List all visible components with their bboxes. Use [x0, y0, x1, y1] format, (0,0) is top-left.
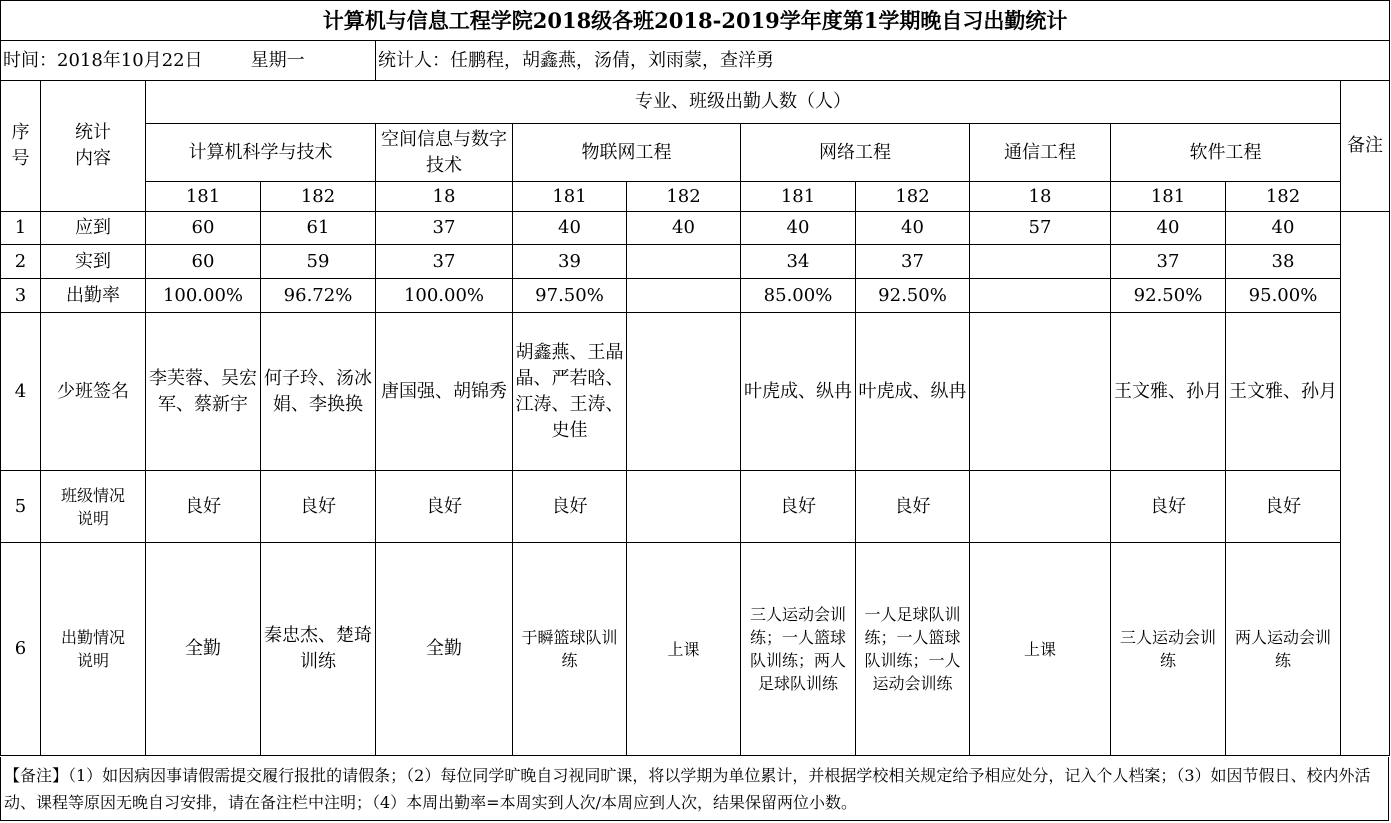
class-header: 181 [146, 182, 261, 212]
major-software: 软件工程 [1111, 124, 1341, 182]
data-cell: 唐国强、胡锦秀 [376, 313, 513, 471]
data-cell: 40 [1111, 212, 1226, 245]
data-cell [627, 245, 741, 279]
class-header: 182 [627, 182, 741, 212]
data-cell: 良好 [513, 471, 627, 543]
data-cell [970, 279, 1111, 313]
row-label: 班级情况说明 [41, 471, 146, 543]
data-cell: 叶虎成、纵冉 [741, 313, 856, 471]
data-cell: 王文雅、孙月 [1226, 313, 1341, 471]
row-seq: 5 [1, 471, 41, 543]
major-spatial: 空间信息与数字技术 [376, 124, 513, 182]
data-cell: 85.00% [741, 279, 856, 313]
data-cell: 40 [741, 212, 856, 245]
class-header: 181 [1111, 182, 1226, 212]
class-header: 182 [261, 182, 376, 212]
data-row [1, 471, 1390, 543]
row-label: 出勤率 [41, 279, 146, 313]
data-cell [627, 279, 741, 313]
class-header: 18 [376, 182, 513, 212]
group-header: 专业、班级出勤人数（人） [146, 81, 1341, 124]
data-cell: 两人运动会训练 [1226, 543, 1341, 756]
row-seq: 6 [1, 543, 41, 756]
data-cell: 40 [1226, 212, 1341, 245]
data-cell: 92.50% [856, 279, 970, 313]
data-cell: 良好 [146, 471, 261, 543]
data-cell: 61 [261, 212, 376, 245]
class-header: 181 [513, 182, 627, 212]
data-cell: 良好 [261, 471, 376, 543]
row-seq: 1 [1, 212, 41, 245]
row-seq: 2 [1, 245, 41, 279]
data-cell: 100.00% [376, 279, 513, 313]
data-cell: 92.50% [1111, 279, 1226, 313]
data-cell: 叶虎成、纵冉 [856, 313, 970, 471]
data-cell: 于瞬篮球队训练 [513, 543, 627, 756]
note-text: 【备注】（1）如因病因事请假需提交履行报批的请假条；（2）每位同学旷晚自习视同旷课，将以学期为单位累计，并根据学校相关规定给予相应处分，记入个人档案；（3）如因节假日、校内外活动、课程等原因无晚自习安排，请在备注栏中注明；（4）本周出勤率=本周实到人次/本周应到人次，结果保留两位小数。 [4, 766, 1371, 812]
row-seq: 3 [1, 279, 41, 313]
data-row [1, 313, 1390, 471]
data-cell: 40 [513, 212, 627, 245]
data-cell [970, 245, 1111, 279]
data-cell: 良好 [376, 471, 513, 543]
data-row [1, 279, 1390, 313]
data-cell: 何子玲、汤冰娟、李换换 [261, 313, 376, 471]
data-cell: 96.72% [261, 279, 376, 313]
remark-cell [1341, 212, 1390, 756]
content-header-text: 统计内容 [75, 122, 111, 169]
content-header [41, 81, 146, 212]
date-text: 时间：2018年10月22日 [3, 49, 203, 71]
date-info [1, 41, 376, 81]
data-cell: 良好 [1226, 471, 1341, 543]
class-header: 182 [1226, 182, 1341, 212]
row-label: 应到 [41, 212, 146, 245]
major-iot: 物联网工程 [513, 124, 741, 182]
sheet-title: 计算机与信息工程学院2018级各班2018-2019学年度第1学期晚自习出勤统计 [1, 1, 1390, 41]
data-cell: 37 [376, 212, 513, 245]
data-row [1, 212, 1390, 245]
data-cell: 良好 [741, 471, 856, 543]
row-seq: 4 [1, 313, 41, 471]
data-cell [627, 313, 741, 471]
data-cell: 97.50% [513, 279, 627, 313]
data-cell: 60 [146, 245, 261, 279]
class-header: 18 [970, 182, 1111, 212]
data-cell: 38 [1226, 245, 1341, 279]
data-cell: 一人足球队训练；一人篮球队训练；一人运动会训练 [856, 543, 970, 756]
data-cell: 37 [856, 245, 970, 279]
data-row [1, 543, 1390, 756]
data-cell: 60 [146, 212, 261, 245]
data-cell: 良好 [856, 471, 970, 543]
data-cell: 王文雅、孙月 [1111, 313, 1226, 471]
class-header: 181 [741, 182, 856, 212]
data-cell: 39 [513, 245, 627, 279]
class-header: 182 [856, 182, 970, 212]
data-cell: 40 [627, 212, 741, 245]
data-cell: 秦忠杰、楚琦训练 [261, 543, 376, 756]
weekday-text: 星期一 [250, 49, 305, 71]
data-cell: 胡鑫燕、王晶晶、严若晗、江涛、王涛、史佳 [513, 313, 627, 471]
major-network: 网络工程 [741, 124, 970, 182]
major-comm: 通信工程 [970, 124, 1111, 182]
data-row [1, 245, 1390, 279]
data-cell: 37 [376, 245, 513, 279]
data-cell [627, 471, 741, 543]
data-cell: 李芙蓉、吴宏军、蔡新宇 [146, 313, 261, 471]
major-cs: 计算机科学与技术 [146, 124, 376, 182]
remark-header: 备注 [1341, 81, 1390, 212]
row-label: 少班签名 [41, 313, 146, 471]
data-cell: 37 [1111, 245, 1226, 279]
counters-info: 统计人：任鹏程，胡鑫燕，汤倩，刘雨蒙，查洋勇 [376, 41, 1390, 81]
data-cell: 40 [856, 212, 970, 245]
data-cell: 良好 [1111, 471, 1226, 543]
row-label: 出勤情况说明 [41, 543, 146, 756]
data-cell: 57 [970, 212, 1111, 245]
data-cell: 95.00% [1226, 279, 1341, 313]
data-cell [970, 313, 1111, 471]
data-cell: 上课 [627, 543, 741, 756]
data-cell: 59 [261, 245, 376, 279]
data-cell: 三人运动会训练 [1111, 543, 1226, 756]
data-cell: 全勤 [146, 543, 261, 756]
data-cell: 34 [741, 245, 856, 279]
data-cell: 上课 [970, 543, 1111, 756]
data-cell: 三人运动会训练；一人篮球队训练；两人足球队训练 [741, 543, 856, 756]
seq-header: 序号 [1, 81, 41, 212]
data-cell [970, 471, 1111, 543]
data-cell: 全勤 [376, 543, 513, 756]
row-label: 实到 [41, 245, 146, 279]
data-cell: 100.00% [146, 279, 261, 313]
